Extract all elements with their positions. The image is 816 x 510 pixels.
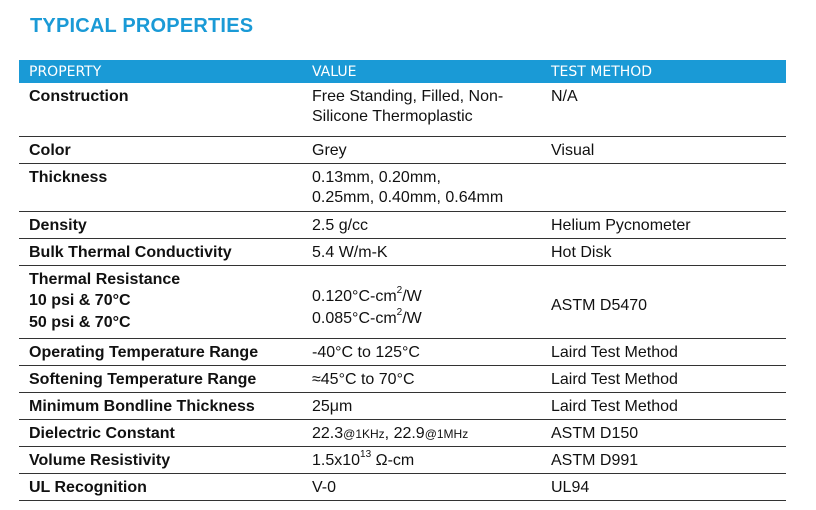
value-superscript: 2 [396, 284, 403, 296]
table-header [19, 60, 786, 83]
table-row [19, 266, 786, 339]
value-cell [302, 164, 542, 211]
method-cell: Laird Test Method [551, 344, 678, 361]
value-line [312, 286, 542, 308]
property-cell: Softening Temperature Range [29, 371, 257, 388]
value-cell: ≈45°C to 70°C [312, 371, 415, 388]
value-unit: /W [402, 288, 422, 305]
value-cell: -40°C to 125°C [312, 344, 420, 361]
method-cell: Hot Disk [551, 244, 612, 261]
method-cell: Laird Test Method [551, 398, 678, 415]
property-cell: Bulk Thermal Conductivity [29, 244, 232, 261]
table-row [19, 420, 786, 447]
method-cell: Visual [551, 142, 595, 159]
table-row [19, 366, 786, 393]
property-cell: Density [29, 217, 87, 234]
properties-table [19, 60, 786, 501]
value-unit: /W [402, 310, 422, 327]
value-line: Free Standing, Filled, Non- [312, 88, 504, 105]
property-cell: Color [29, 142, 71, 159]
value-condition: @1MHz [424, 427, 469, 441]
table-row [19, 393, 786, 420]
header-test-method: TEST METHOD [551, 63, 653, 80]
property-cell: Volume Resistivity [29, 452, 171, 469]
value-cell: V-0 [312, 479, 337, 496]
value-cell: Grey [312, 142, 347, 159]
property-cell: Minimum Bondline Thickness [29, 398, 255, 415]
value-cell: 2.5 g/cc [312, 217, 369, 234]
value-line [312, 308, 542, 330]
method-cell: ASTM D150 [551, 425, 639, 442]
page-title: TYPICAL PROPERTIES [30, 15, 254, 37]
property-cell: Dielectric Constant [29, 425, 175, 442]
value-text: 0.120°C-cm [312, 288, 397, 305]
method-cell: ASTM D991 [551, 452, 639, 469]
value-line: 0.13mm, 0.20mm, [312, 169, 441, 186]
table-row [19, 239, 786, 266]
value-unit: Ω-cm [371, 452, 415, 469]
table-row [19, 474, 786, 501]
method-cell: UL94 [551, 479, 590, 496]
value-cell [302, 266, 542, 338]
method-cell: ASTM D5470 [551, 297, 648, 314]
value-superscript: 2 [396, 306, 403, 318]
table-row [19, 83, 786, 137]
value-text: 0.085°C-cm [312, 310, 397, 327]
property-label: Thermal Resistance [29, 271, 181, 288]
table-row [19, 137, 786, 164]
value-line: 0.25mm, 0.40mm, 0.64mm [312, 189, 504, 206]
value-cell [302, 420, 542, 446]
value-condition: @1KHz [343, 427, 385, 441]
table-row [19, 447, 786, 474]
property-cell: UL Recognition [29, 479, 147, 496]
method-cell: N/A [551, 88, 578, 105]
property-sub-label: 50 psi & 70°C [29, 314, 131, 331]
property-cell: Operating Temperature Range [29, 344, 259, 361]
table-row [19, 212, 786, 239]
value-cell: 5.4 W/m-K [312, 244, 388, 261]
value-text: 1.5x10 [312, 452, 361, 469]
value-superscript: 13 [360, 448, 372, 460]
property-cell [19, 266, 302, 338]
property-cell: Thickness [29, 169, 108, 186]
method-cell [542, 164, 786, 211]
value-cell [302, 83, 542, 136]
value-text: 22.3 [312, 425, 344, 442]
method-cell: Helium Pycnometer [551, 217, 691, 234]
value-separator: , [384, 425, 394, 442]
property-sub-label: 10 psi & 70°C [29, 292, 131, 309]
header-property: PROPERTY [29, 63, 102, 80]
header-value: VALUE [312, 63, 357, 80]
table-row [19, 164, 786, 212]
table-row [19, 339, 786, 366]
method-cell: Laird Test Method [551, 371, 678, 388]
value-cell [302, 447, 542, 473]
value-text: 22.9 [393, 425, 425, 442]
value-line: Silicone Thermoplastic [312, 108, 473, 125]
value-cell: 25μm [312, 398, 353, 415]
property-cell: Construction [29, 88, 129, 105]
